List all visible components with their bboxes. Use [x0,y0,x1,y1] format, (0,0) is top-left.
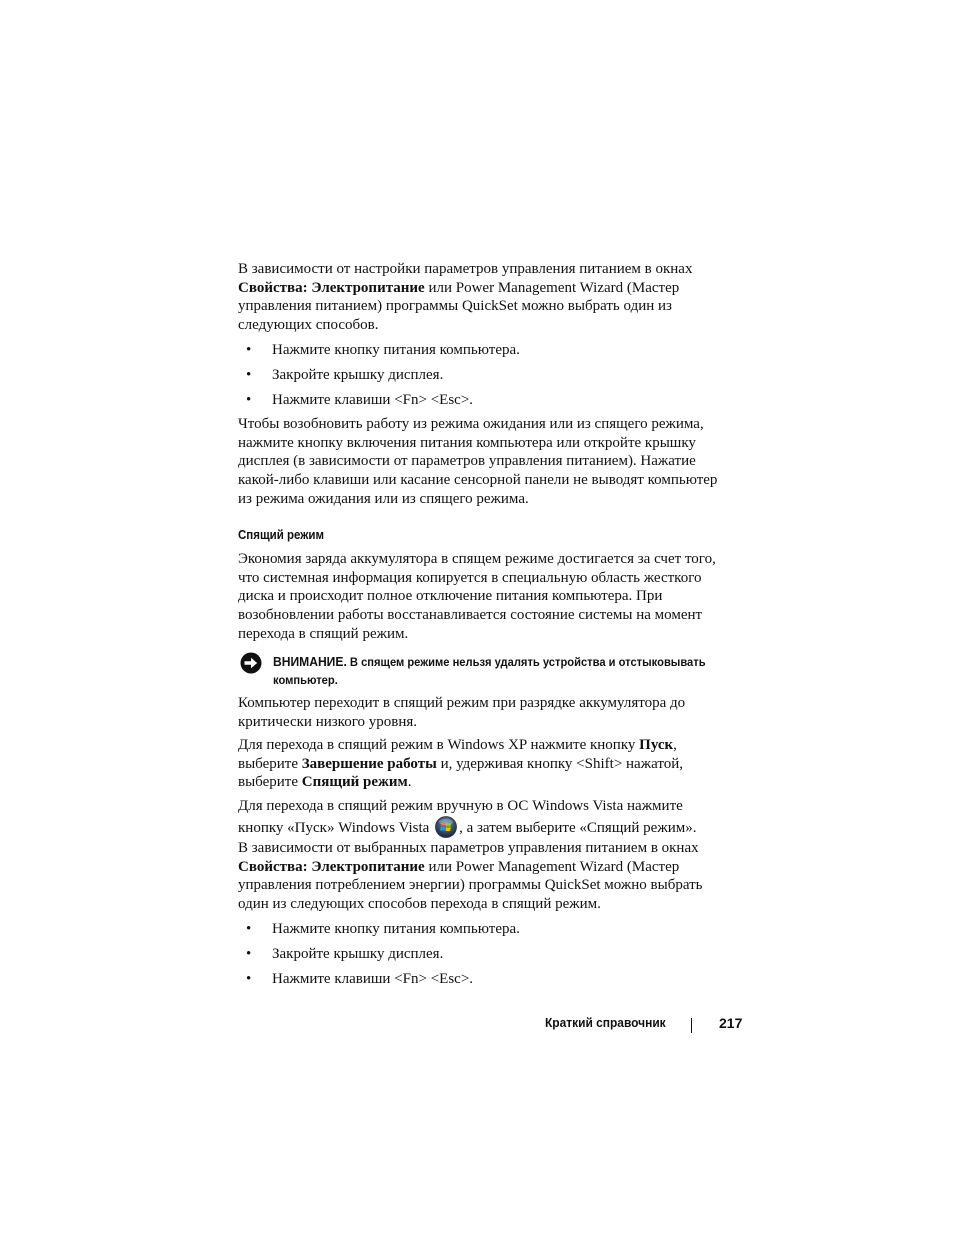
notice-icon [240,652,262,674]
text-line [238,736,738,755]
list-item-text: Закройте крышку дисплея. [272,367,444,383]
xp-paragraph [238,736,738,792]
list-item-text: Нажмите клавиши <Fn> <Esc>. [272,971,474,987]
text-span: и, удерживая кнопку <Shift> нажатой, [436,755,683,772]
list-item-text: Нажмите клавиши <Fn> <Esc>. [272,392,474,408]
notice-label: ВНИМАНИЕ. [273,654,347,669]
text-span: выберите [238,774,302,791]
bullet-marker: • [246,342,252,358]
list-item-text: Закройте крышку дисплея. [272,946,444,962]
bold-term: Свойства: Электропитание [238,858,425,875]
text-span: В спящем режиме нельзя удалять устройства и отстыковывать [346,655,706,669]
text-line: из режима ожидания или из спящего режима. [238,490,529,507]
hibernate-paragraph [238,550,738,644]
bold-term: Пуск [639,737,674,753]
bullet-marker: • [246,367,252,383]
bullet-marker: • [246,921,252,937]
text-line [238,858,738,877]
text-line: что системная информация копируется в специальную область жесткого [238,569,702,586]
text-line: дисплея (в зависимости от параметров управления питанием). Нажатие [238,453,696,470]
list-item-text: Нажмите кнопку питания компьютера. [272,921,520,937]
resume-paragraph [238,415,738,509]
text-line: управления питанием) программы QuickSet можно выбрать один из [238,298,672,315]
text-line: Компьютер переходит в спящий режим при разрядке аккумулятора до [238,695,686,711]
text-span: выберите [238,755,302,772]
text-line: нажмите кнопку включения питания компьютера или откройте крышку [238,434,696,451]
text-span: или Power Management Wizard (Мастер [424,279,680,296]
bold-term: Завершение работы [301,755,437,772]
text-span: , а затем выберите «Спящий режим». [459,819,697,836]
list-item-text: Нажмите кнопку питания компьютера. [272,342,520,358]
text-span: или Power Management Wizard (Мастер [424,858,680,875]
text-line: компьютер. [273,673,338,687]
text-line: возобновлении работы восстанавливается состояние системы на момент [238,607,703,624]
section-heading: Спящий режим [238,528,325,542]
page-number: 217 [719,1015,743,1031]
text-span: кнопку «Пуск» Windows Vista [238,819,430,836]
intro-paragraph [238,260,738,335]
text-line: Чтобы возобновить работу из режима ожидания или из спящего режима, [238,416,704,432]
critical-paragraph [238,694,738,731]
text-line: Экономия заряда аккумулятора в спящем режиме достигается за счет того, [238,551,716,567]
bold-term: Свойства: Электропитание [238,279,425,296]
footer-title: Краткий справочник [545,1015,666,1030]
text-line: перехода в спящий режим. [238,625,409,642]
windows-start-icon [435,816,457,838]
text-line: В зависимости от выбранных параметров управления питанием в окнах [238,840,699,856]
text-line: один из следующих способов перехода в спящий режим. [238,896,601,913]
footer-divider [691,1018,692,1033]
bullet-marker: • [246,392,252,408]
text-line: Для перехода в спящий режим вручную в ОС Windows Vista нажмите [238,798,683,814]
text-line [238,773,738,792]
text-line [238,816,738,838]
bullet-marker: • [246,971,252,987]
notice-text [273,653,710,689]
text-span: Для перехода в спящий режим в Windows XP нажмите кнопку [238,737,640,753]
text-span: . [407,774,412,791]
text-line [238,755,738,774]
text-line [238,279,738,298]
text-line: управления потреблением энергии) программы QuickSet можно выбрать [238,877,703,894]
vista-paragraph [238,797,738,838]
text-span: , [673,737,677,753]
text-line: В зависимости от настройки параметров управления питанием в окнах [238,261,693,277]
text-line: какой-либо клавиши или касание сенсорной панели не выводят компьютер [238,472,718,489]
bold-term: Спящий режим [301,774,408,791]
text-line: критически низкого уровня. [238,713,417,730]
text-line: следующих способов. [238,317,379,334]
text-line [273,653,710,671]
options-paragraph [238,839,738,914]
bullet-marker: • [246,946,252,962]
text-line: диска и происходит полное отключение питания компьютера. При [238,588,663,605]
